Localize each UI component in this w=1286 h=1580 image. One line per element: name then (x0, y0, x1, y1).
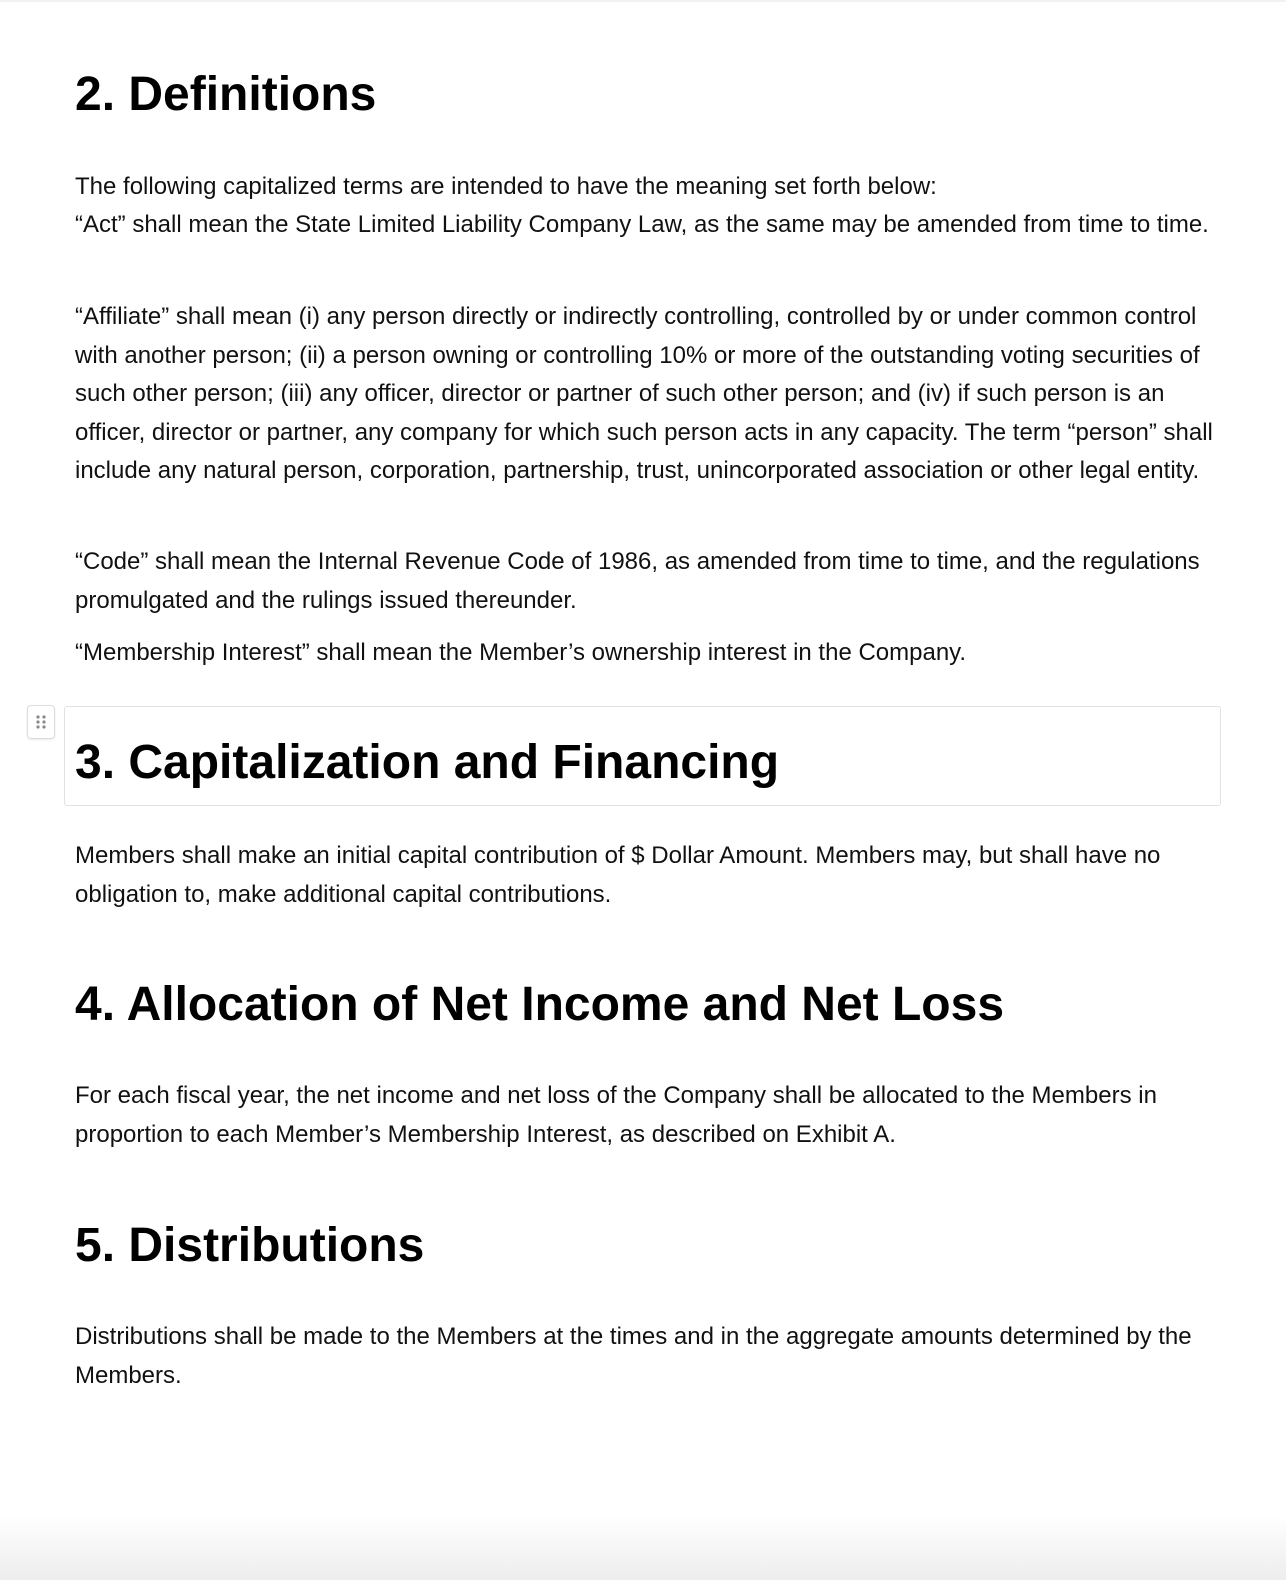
block-drag-handle[interactable] (27, 705, 55, 739)
section-heading-distributions[interactable]: 5. Distributions (75, 1219, 425, 1272)
paragraph-definition-membership-interest[interactable]: “Membership Interest” shall mean the Member’s ownership interest in the Company. (75, 639, 967, 666)
paragraph-allocation[interactable]: For each fiscal year, the net income and net loss of the Company shall be allocated to the Members in proportion to each Member’s Membership Interest, as described on Exhibit A. (75, 1082, 1157, 1148)
paragraph-definition-code[interactable]: “Code” shall mean the Internal Revenue Code of 1986, as amended from time to time, and the regulations promulgated and the rulings issued thereunder. (75, 548, 1200, 614)
paragraph-capitalization[interactable]: Members shall make an initial capital contribution of $ Dollar Amount. Members may, but shall have no obligation to, make additional capital contributions. (75, 842, 1161, 908)
drag-dots-icon (35, 714, 47, 730)
bottom-scroll-fade (0, 1515, 1286, 1580)
paragraph-definition-act[interactable]: “Act” shall mean the State Limited Liability Company Law, as the same may be amended from time to time. (75, 211, 1209, 238)
section-heading-definitions[interactable]: 2. Definitions (75, 68, 377, 121)
section-heading-allocation[interactable]: 4. Allocation of Net Income and Net Loss (75, 978, 1005, 1031)
paragraph-distributions[interactable]: Distributions shall be made to the Members at the times and in the aggregate amounts determined by the Members. (75, 1323, 1192, 1389)
paragraph-definition-affiliate[interactable]: “Affiliate” shall mean (i) any person directly or indirectly controlling, controlled by or under common control with another person; (ii) a person owning or controlling 10% or more of the outstanding voting securities of such other person; (iii) any officer, director or partner of such other person; and (iv) if such person is an officer, director or partner, any company for which such person acts in any capacity. The term “person” shall include any natural person, corporation, partnership, trust, unincorporated association or other legal entity. (75, 303, 1213, 484)
section-heading-capitalization[interactable]: 3. Capitalization and Financing (75, 736, 780, 789)
paragraph-definitions-intro[interactable]: The following capitalized terms are intended to have the meaning set forth below: (75, 173, 937, 200)
top-divider (0, 0, 1286, 2)
